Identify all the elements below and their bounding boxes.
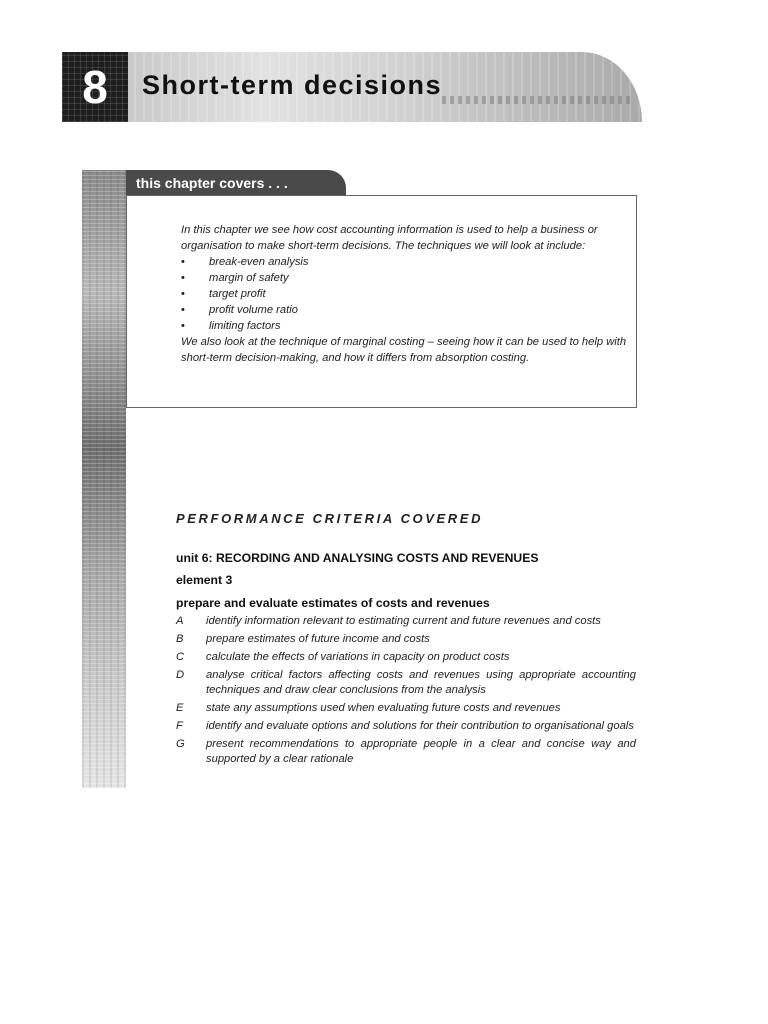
bullet-text: target profit — [209, 288, 266, 300]
bullet-mark: • — [181, 320, 185, 332]
criteria-item — [176, 737, 636, 767]
bullet-text: break-even analysis — [209, 256, 309, 268]
covers-bullet-item — [181, 286, 631, 302]
criteria-item — [176, 614, 636, 629]
chapter-banner — [62, 52, 642, 122]
covers-bullet-list — [181, 254, 631, 334]
criteria-letter: E — [176, 702, 184, 714]
decorative-side-strip — [82, 170, 126, 788]
criteria-letter: G — [176, 738, 185, 750]
criteria-text: analyse critical factors affecting costs and revenues using appropriate accounting techniques and draw clear conclusions from the analysis — [206, 669, 636, 696]
criteria-item — [176, 701, 636, 716]
covers-closing: We also look at the technique of marginal costing – seeing how it can be used to help with short-term decision-making, and how it differs from absorption costing. — [181, 336, 627, 364]
criteria-letter: F — [176, 720, 183, 732]
criteria-letter: B — [176, 633, 184, 645]
criteria-text: calculate the effects of variations in capacity on product costs — [206, 651, 510, 663]
bullet-mark: • — [181, 272, 185, 284]
covers-intro: In this chapter we see how cost accounting information is used to help a business or organisation to make short-term decisions. The techniques we will look at include: — [181, 224, 598, 252]
element-title: prepare and evaluate estimates of costs and revenues — [176, 596, 490, 610]
criteria-item — [176, 632, 636, 647]
criteria-letter: C — [176, 651, 185, 663]
bullet-mark: • — [181, 288, 185, 300]
chapter-covers-tab — [126, 170, 346, 196]
bullet-mark: • — [181, 256, 185, 268]
covers-bullet-item — [181, 318, 631, 334]
bullet-mark: • — [181, 304, 185, 316]
bullet-text: limiting factors — [209, 320, 281, 332]
bullet-text: margin of safety — [209, 272, 289, 284]
chapter-title: Short-term decisions — [142, 70, 443, 100]
element-label: element 3 — [176, 573, 233, 587]
criteria-text: prepare estimates of future income and costs — [206, 633, 430, 645]
criteria-text: identify information relevant to estimating current and future revenues and costs — [206, 615, 601, 627]
unit-title: unit 6: RECORDING AND ANALYSING COSTS AND REVENUES — [176, 551, 539, 565]
criteria-text: present recommendations to appropriate people in a clear and concise way and supported by a clear rationale — [206, 738, 636, 765]
chapter-number-box — [62, 52, 128, 122]
criteria-item — [176, 719, 636, 734]
chapter-covers-text — [181, 222, 631, 366]
criteria-list — [176, 614, 636, 770]
criteria-text: identify and evaluate options and solutions for their contribution to organisational goals — [206, 720, 634, 732]
criteria-letter: A — [176, 615, 184, 627]
performance-criteria-heading: PERFORMANCE CRITERIA COVERED — [176, 511, 484, 526]
chapter-covers-box — [126, 195, 637, 408]
criteria-letter: D — [176, 669, 185, 681]
covers-bullet-item — [181, 302, 631, 318]
criteria-item — [176, 650, 636, 665]
chapter-covers-label: this chapter covers . . . — [136, 175, 288, 191]
covers-bullet-item — [181, 270, 631, 286]
criteria-item — [176, 668, 636, 698]
covers-bullet-item — [181, 254, 631, 270]
bullet-text: profit volume ratio — [209, 304, 298, 316]
criteria-text: state any assumptions used when evaluating future costs and revenues — [206, 702, 561, 714]
chapter-number: 8 — [82, 61, 108, 113]
